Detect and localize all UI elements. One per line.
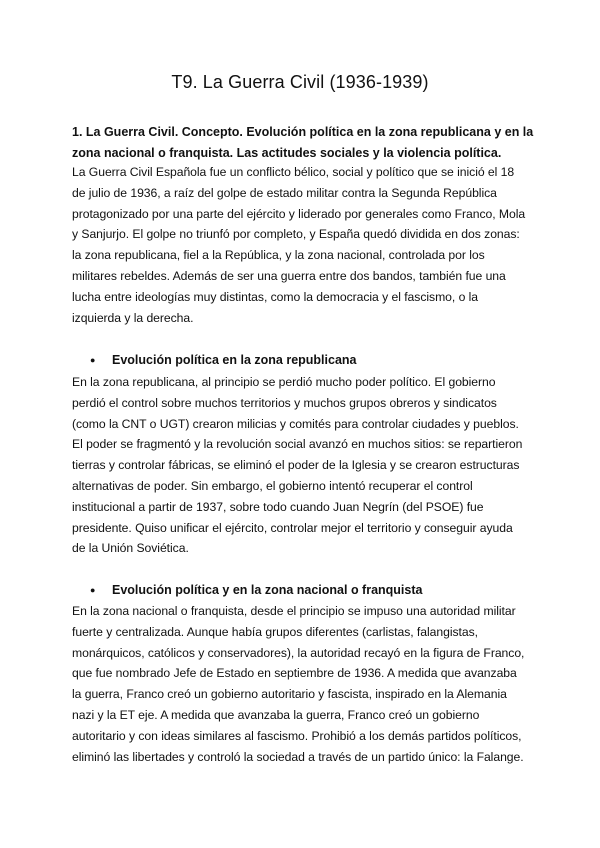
republicana-line: tierras y controlar fábricas, se eliminó el poder de la Iglesia y se crearon estructuras (72, 458, 520, 473)
republicana-line: presidente. Quiso unificar el ejército, controlar mejor el territorio y conseguir ayuda (72, 520, 513, 535)
nacional-line: En la zona nacional o franquista, desde el principio se impuso una autoridad militar (72, 604, 516, 618)
republicana-line: En la zona republicana, al principio se perdió mucho poder político. El gobierno (72, 375, 496, 389)
nacional-line: fuerte y centralizada. Aunque había grupos diferentes (carlistas, falangistas, (72, 624, 478, 639)
nacional-line: la guerra, Franco creó un gobierno autoritario y fascista, inspirado en la Alemania (72, 687, 507, 702)
intro-line: izquierda y la derecha. (72, 310, 194, 325)
section-heading (72, 122, 532, 164)
republicana-paragraph (72, 372, 534, 559)
nacional-line: monárquicos, católicos y conservadores), la autoridad recayó en la figura de Franco, (72, 645, 525, 660)
intro-line: La Guerra Civil Española fue un conflicto bélico, social y político que se inició el 18 (72, 165, 515, 179)
nacional-line: autoritario y con ideas similares al fascismo. Prohibió a los demás partidos políticos, (72, 728, 522, 743)
intro-paragraph (72, 162, 534, 328)
republicana-line: de la Unión Soviética. (72, 541, 189, 556)
nacional-line: que fue nombrado Jefe de Estado en septiembre de 1936. A medida que avanzaba (72, 666, 517, 681)
nacional-line: eliminó las libertades y controló la sociedad a través de un partido único: la Falange. (72, 749, 524, 764)
bullet-icon: ● (90, 585, 96, 595)
republicana-line: perdió el control sobre muchos territorios y muchos grupos obreros y sindicatos (72, 395, 497, 410)
document-title: T9. La Guerra Civil (1936-1939) (171, 72, 429, 92)
intro-line: protagonizado por una parte del ejército y liderado por generales como Franco, Mola (72, 206, 526, 221)
republicana-line: El poder se fragmentó y la revolución social avanzó en muchos sitios: se repartieron (72, 437, 523, 452)
intro-line: y Sanjurjo. El golpe no triunfó por completo, y España quedó dividida en dos zonas: (72, 227, 520, 242)
section-heading-line: 1. La Guerra Civil. Concepto. Evolución política en la zona republicana y en la (72, 125, 534, 139)
intro-line: de julio de 1936, a raíz del golpe de estado militar contra la Segunda República (72, 185, 497, 200)
republicana-line: (como la CNT o UGT) crearon milicias y comités para controlar ciudades y pueblos. (72, 416, 519, 431)
bullet-icon: ● (90, 355, 96, 365)
republicana-line: alternativas de poder. Sin embargo, el gobierno intentó recuperar el control (72, 478, 473, 493)
intro-line: la zona republicana, fiel a la República, y la zona nacional, controlada por los (72, 248, 485, 263)
nacional-paragraph (72, 601, 534, 767)
nacional-line: nazi y la ET eje. A medida que avanzaba la guerra, Franco creó un gobierno (72, 707, 480, 722)
section-heading-line: zona nacional o franquista. Las actitudes sociales y la violencia política. (72, 145, 502, 160)
republicana-line: institucional a partir de 1937, sobre todo cuando Juan Negrín (del PSOE) fue (72, 499, 484, 514)
bullet-heading-nacional (90, 580, 422, 601)
bullet-heading-republicana (90, 350, 357, 371)
intro-line: lucha entre ideologías muy distintas, como la democracia y el fascismo, o la (72, 289, 479, 304)
intro-line: militares rebeldes. Además de ser una guerra entre dos bandos, también fue una (72, 268, 506, 283)
bullet-heading-text: Evolución política y en la zona nacional o franquista (112, 583, 423, 597)
bullet-heading-text: Evolución política en la zona republicana (112, 353, 357, 367)
